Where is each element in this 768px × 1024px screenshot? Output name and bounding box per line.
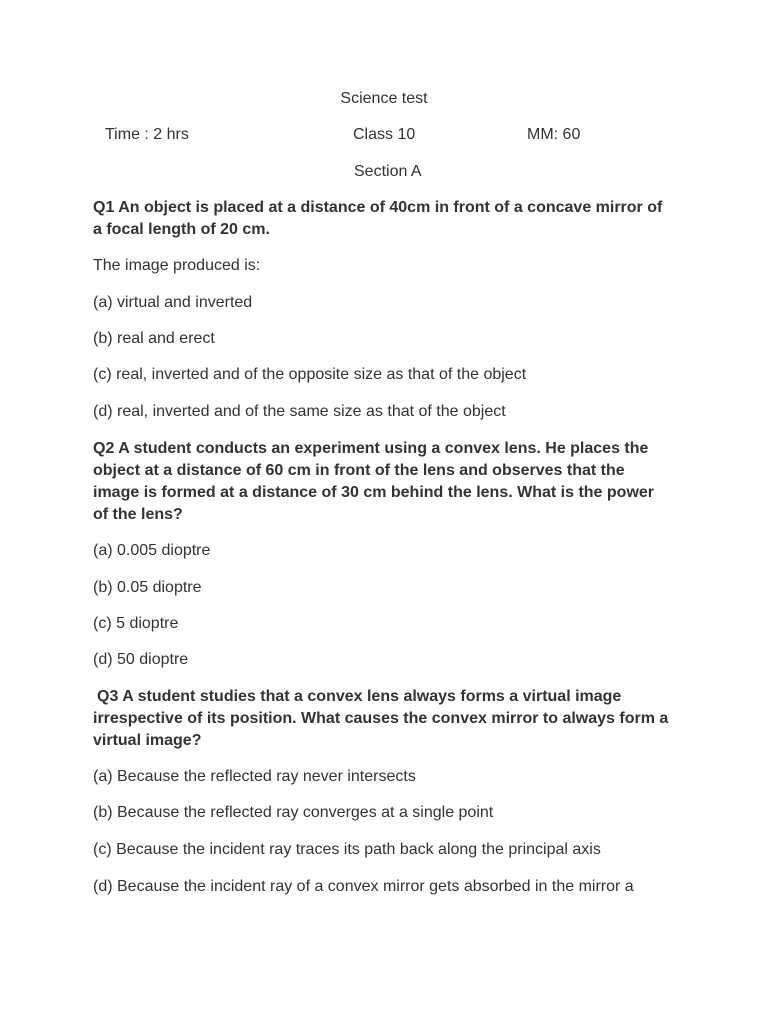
question-2-option-c: (c) 5 dioptre (93, 615, 179, 632)
question-1-option-a: (a) virtual and inverted (93, 294, 253, 311)
question-1-option-c: (c) real, inverted and of the opposite size as that of the object (93, 366, 527, 383)
question-1-option-d: (d) real, inverted and of the same size as that of the object (93, 403, 506, 420)
question-3-text: Q3 A student studies that a convex lens always forms a virtual image irrespective of its position. What causes the convex mirror to always form a virtual image? (93, 688, 669, 749)
question-1-option-b: (b) real and erect (93, 330, 215, 347)
question-3-option-a: (a) Because the reflected ray never intersects (93, 768, 416, 785)
question-2-option-d: (d) 50 dioptre (93, 651, 189, 668)
question-3-option-c: (c) Because the incident ray traces its path back along the principal axis (93, 841, 601, 858)
question-2-text: Q2 A student conducts an experiment using a convex lens. He places the object at a distance of 60 cm in front of the lens and observes that the image is formed at a distance of 30 cm behind the lens. What is the power of the lens? (93, 440, 655, 523)
question-2-option-b: (b) 0.05 dioptre (93, 579, 202, 596)
question-1-intro: The image produced is: (93, 257, 261, 274)
max-marks-label: MM: 60 (527, 126, 581, 143)
question-3-option-d: (d) Because the incident ray of a convex mirror gets absorbed in the mirror a (93, 878, 634, 895)
class-label: Class 10 (353, 126, 416, 143)
question-3-option-b: (b) Because the reflected ray converges at a single point (93, 804, 494, 821)
time-label: Time : 2 hrs (105, 126, 189, 143)
question-1-text: Q1 An object is placed at a distance of 40cm in front of a concave mirror of a focal length of 20 cm. (93, 199, 663, 238)
question-2-option-a: (a) 0.005 dioptre (93, 542, 211, 559)
document-title: Science test (340, 90, 428, 107)
section-heading: Section A (354, 163, 422, 180)
